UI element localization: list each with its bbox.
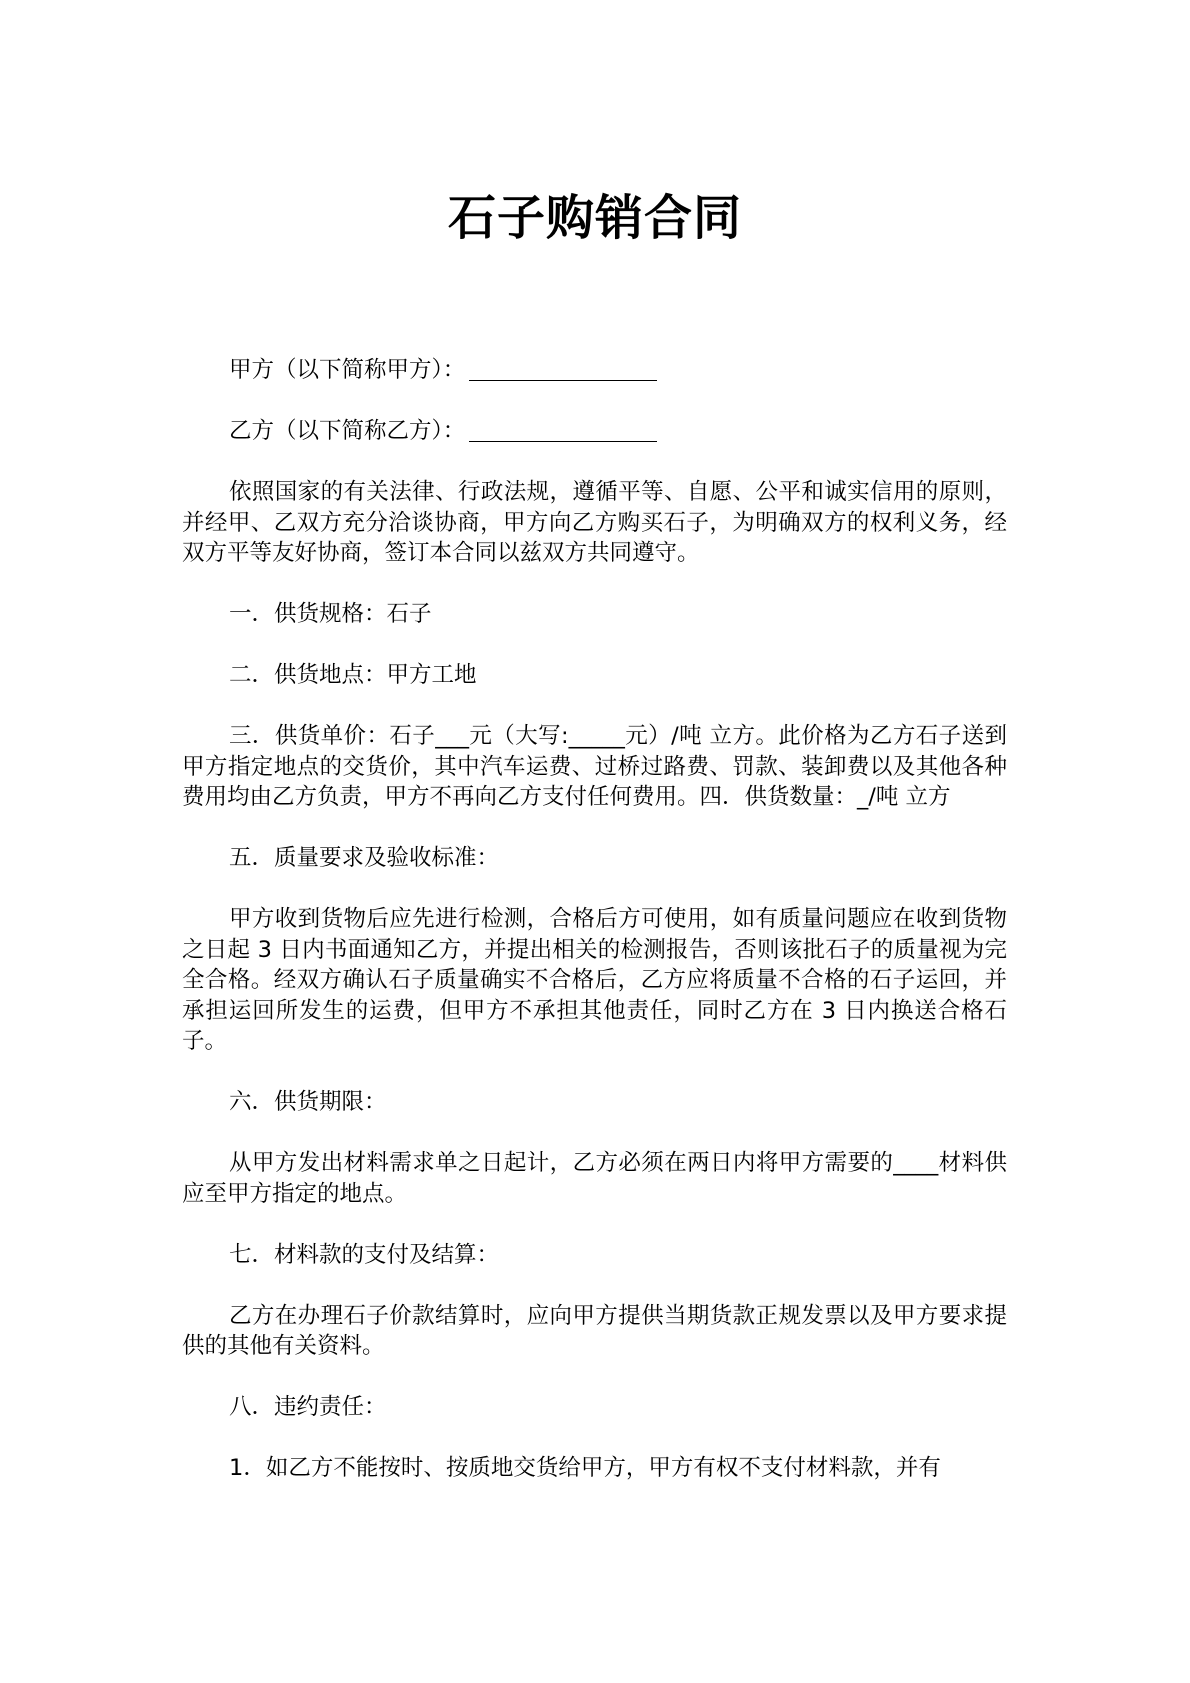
- clause-8-heading: 八．违约责任：: [229, 1394, 387, 1420]
- clause-8-item-1: 1．如乙方不能按时、按质地交货给甲方，甲方有权不支付材料款，并有: [229, 1455, 941, 1481]
- preamble-paragraph: 依照国家的有关法律、行政法规，遵循平等、自愿、公平和诚实信用的原则，并经甲、乙双方充分洽谈协商，甲方向乙方购买石子，为明确双方的权利义务，经双方平等友好协商，签订本合同以兹双方共同遵守。: [182, 479, 1007, 566]
- party-a-line: [182, 355, 1007, 386]
- document-title: 石子购销合同: [447, 190, 742, 246]
- clause-1-supply-spec: 一．供货规格：石子: [229, 601, 432, 627]
- party-b-line: [182, 416, 1007, 447]
- document-body: [182, 355, 1007, 1514]
- party-b-label: 乙方（以下简称乙方）：: [229, 418, 466, 444]
- clause-6-heading: 六．供货期限：: [229, 1089, 387, 1115]
- party-b-blank-field: [469, 417, 657, 442]
- clause-5-heading: 五．质量要求及验收标准：: [229, 845, 500, 871]
- clause-5-body: 甲方收到货物后应先进行检测，合格后方可使用，如有质量问题应在收到货物之日起 3 日内书面通知乙方，并提出相关的检测报告，否则该批石子的质量视为完全合格。经双方确认石子质量确实不合格后，乙方应将质量不合格的石子运回，并承担运回所发生的运费，但甲方不承担其他责任，同时乙方在 3 日内换送合格石子。: [182, 906, 1007, 1054]
- clause-7-heading: 七．材料款的支付及结算：: [229, 1241, 500, 1268]
- clause-3-unit-price: 三．供货单价：石子___元（大写:_____元）/吨 立方。此价格为乙方石子送到甲方指定地点的交货价，其中汽车运费、过桥过路费、罚款、装卸费以及其他各种费用均由乙方负责，甲方不再向乙方支付任何费用。四．供货数量：_/吨 立方: [182, 723, 1007, 810]
- clause-6-body: 从甲方发出材料需求单之日起计，乙方必须在两日内将甲方需要的____材料供应至甲方指定的地点。: [182, 1150, 1007, 1207]
- clause-2-supply-location: 二．供货地点：甲方工地: [229, 662, 477, 688]
- party-a-label: 甲方（以下简称甲方）：: [229, 357, 466, 383]
- party-a-blank-field: [469, 356, 657, 381]
- clause-7-body: 乙方在办理石子价款结算时，应向甲方提供当期货款正规发票以及甲方要求提供的其他有关资料。: [182, 1302, 1007, 1359]
